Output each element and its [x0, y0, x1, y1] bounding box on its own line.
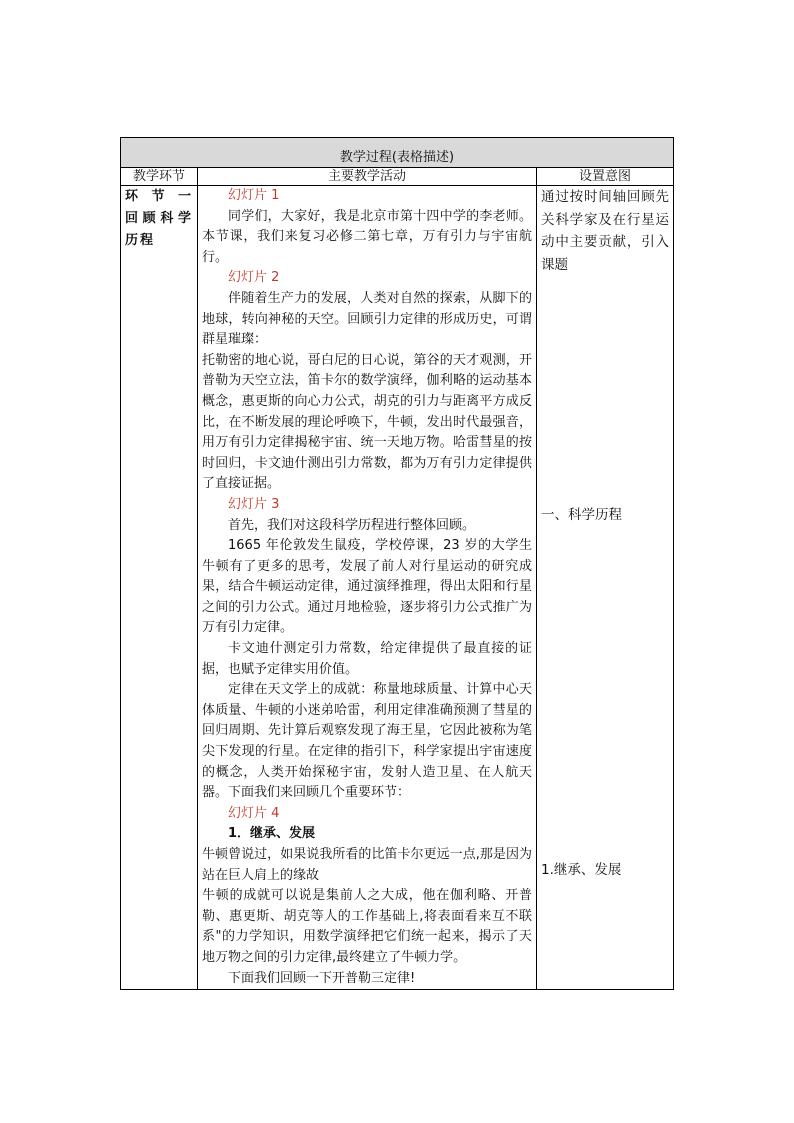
stage-label: 环 节 一 回顾科学历程 [125, 189, 193, 248]
activity-paragraph: 下面我们回顾一下开普勒三定律! [228, 970, 416, 986]
activity-paragraph: 卡文迪什测定引力常数，给定律提供了最直接的证据，也赋予定律实用价值。 [202, 641, 532, 677]
slide-4-label: 幻灯片 4 [228, 805, 280, 821]
activity-cell [198, 186, 537, 990]
activity-paragraph: 首先，我们对这段科学历程进行整体回顾。 [228, 517, 476, 533]
slide-3-label: 幻灯片 3 [228, 496, 280, 512]
stage-cell [121, 186, 198, 990]
activity-paragraph: 定律在天文学上的成就：称量地球质量、计算中心天体质量、牛顿的小迷弟哈雷，利用定律准确预测了彗星的回归周期、先计算后观察发现了海王星，它因此被称为笔尖下发现的行星。在定律的指引下，科学家提出宇宙速度的概念，人类开始探秘宇宙，发射人造卫星、在人航天器。下面我们来回顾几个重要环节： [202, 682, 532, 801]
activity-paragraph: 同学们，大家好，我是北京市第十四中学的李老师。本节课，我们来复习必修二第七章，万有引力与宇宙航行。 [202, 208, 532, 265]
activity-paragraph: 伴随着生产力的发展，人类对自然的探索，从脚下的地球，转向神秘的天空。回顾引力定律的形成历史，可谓群星璀璨： [202, 290, 532, 348]
intent-text: 1.继承、发展 [541, 861, 622, 878]
intent-text: 通过按时间轴回顾先关科学家及在行星运动中主要贡献，引入课题 [541, 189, 670, 273]
header-intent: 设置意图 [537, 168, 674, 186]
slide-2-label: 幻灯片 2 [228, 270, 280, 286]
activity-paragraph: 牛顿曾说过，如果说我所看的比笛卡尔更远一点,那是因为站在巨人肩上的缘故 [202, 847, 532, 883]
table-title: 教学过程(表格描述) [121, 138, 674, 168]
intent-cell [537, 186, 674, 990]
activity-paragraph: 1665 年伦敦发生鼠疫，学校停课，23 岁的大学生牛顿有了更多的思考，发展了前人对行星运动的研究成果，结合牛顿运动定律，通过演绎推理，得出太阳和行星之间的引力公式。通过月地检验，逐步将引力公式推广为万有引力定律。 [202, 538, 532, 636]
activity-paragraph: 托勒密的地心说，哥白尼的日心说，第谷的天才观测，开普勒为天空立法，笛卡尔的数学演绎，伽利略的运动基本概念，惠更斯的向心力公式，胡克的引力与距离平方成反比，在不断发展的理论呼唤下，牛顿，发出时代最强音，用万有引力定律揭秘宇宙、统一天地万物。哈雷彗星的按时回归，卡文迪什测出引力常数，都为万有引力定律提供了直接证据。 [202, 352, 532, 492]
header-activity: 主要教学活动 [198, 168, 537, 186]
section-heading: 1．继承、发展 [228, 826, 316, 842]
header-stage: 教学环节 [121, 168, 198, 186]
intent-text: 一、科学历程 [541, 507, 622, 523]
activity-paragraph: 牛顿的成就可以说是集前人之大成，他在伽利略、开普勒、惠更斯、胡克等人的工作基础上,将表面看来互不联系"的力学知识，用数学演绎把它们统一起来，揭示了天地万物之间的引力定律,最终建立了牛顿力学。 [202, 888, 532, 965]
slide-1-label: 幻灯片 1 [228, 188, 280, 203]
lesson-table [120, 137, 674, 990]
